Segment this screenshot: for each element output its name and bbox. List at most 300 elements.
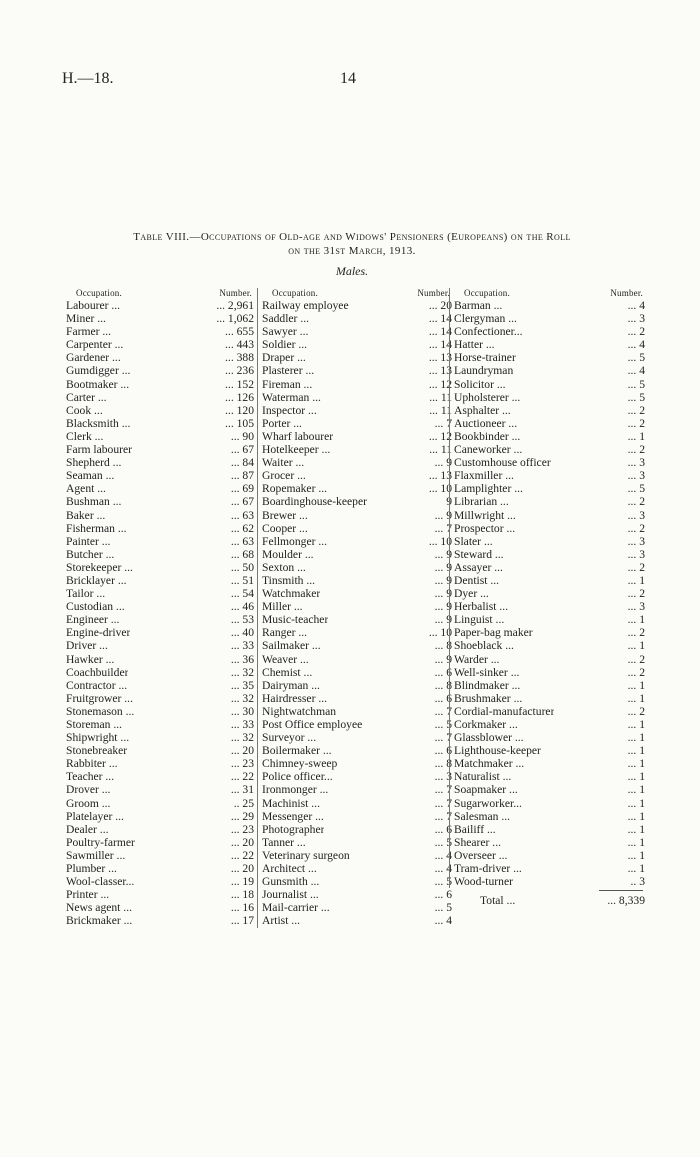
table-row — [66, 849, 254, 862]
table-row — [66, 391, 254, 404]
occupation-cell: Tailor ... — [66, 587, 106, 601]
number-cell: ... 1 — [627, 809, 645, 823]
table-row — [262, 626, 452, 639]
table-row — [454, 312, 645, 325]
table-row — [66, 810, 254, 823]
occupation-cell: Gardener ... — [66, 351, 121, 365]
number-cell: ... 32 — [230, 691, 254, 705]
table-row — [262, 299, 452, 312]
table-row — [262, 862, 452, 875]
table-row — [262, 718, 452, 731]
number-cell: ... 5 — [434, 835, 452, 849]
number-cell: ... 12 — [428, 429, 452, 443]
occupation-cell: Police officer... — [262, 770, 333, 784]
number-cell: ... 1 — [627, 796, 645, 810]
number-cell: ... 17 — [230, 914, 254, 928]
occupation-cell: Plumber ... — [66, 862, 117, 876]
number-cell: ... 2 — [627, 325, 645, 339]
occupation-cell: Agent ... — [66, 482, 106, 496]
number-cell: ... 7 — [434, 704, 452, 718]
number-cell: ... 655 — [225, 325, 254, 339]
number-cell: ... 1 — [627, 731, 645, 745]
number-cell: ... 4 — [434, 862, 452, 876]
occupation-cell: Ropemaker ... — [262, 482, 328, 496]
table-row — [454, 561, 645, 574]
number-cell: ... 87 — [230, 469, 254, 483]
number-cell: ... 1 — [627, 718, 645, 731]
occupation-cell: Salesman ... — [454, 809, 511, 823]
column-rows — [262, 299, 452, 928]
occupation-cell: Stonebreaker — [66, 744, 128, 758]
occupation-cell: Coachbuilder — [66, 665, 129, 679]
number-cell: ... 67 — [230, 443, 254, 457]
table-row — [66, 299, 254, 312]
table-column-2 — [257, 288, 452, 928]
number-cell: ... 54 — [230, 587, 254, 601]
number-cell: ... 7 — [434, 416, 452, 430]
number-cell: ... 3 — [627, 469, 645, 483]
number-header: Number. — [417, 288, 450, 298]
table-row — [66, 443, 254, 456]
table-row — [454, 757, 645, 770]
number-cell: ... 40 — [230, 626, 254, 640]
table-title — [62, 230, 642, 258]
occupation-cell: Moulder ... — [262, 547, 314, 561]
occupation-cell: Upholsterer ... — [454, 390, 521, 404]
occupation-cell: News agent ... — [66, 901, 133, 915]
number-cell: ... 236 — [225, 364, 254, 378]
occupation-cell: Inspector ... — [262, 403, 317, 417]
table-row — [262, 770, 452, 783]
occupation-cell: Fellmonger ... — [262, 534, 328, 548]
table-row — [66, 522, 254, 535]
number-cell: ... 8 — [434, 639, 452, 653]
number-cell: ... 7 — [434, 796, 452, 810]
number-cell: ... 1 — [627, 848, 645, 862]
occupation-cell: Auctioneer ... — [454, 416, 518, 430]
number-cell: ... 67 — [230, 495, 254, 509]
number-header: Number. — [219, 288, 252, 298]
occupation-cell: Well-sinker ... — [454, 665, 520, 679]
table-row — [262, 391, 452, 404]
table-row — [454, 639, 645, 652]
number-cell: ... 4 — [627, 338, 645, 352]
occupation-cell: Shearer ... — [454, 835, 501, 849]
occupation-cell: Sawyer ... — [262, 325, 309, 339]
occupation-cell: Brewer ... — [262, 508, 308, 522]
number-cell: ... 1 — [627, 691, 645, 705]
table-row — [262, 469, 452, 482]
table-row — [66, 705, 254, 718]
number-cell: ... 9 — [434, 508, 452, 522]
table-row — [262, 548, 452, 561]
number-cell: ... 4 — [627, 364, 645, 378]
occupation-cell: Hotelkeeper ... — [262, 443, 331, 457]
occupation-cell: Baker ... — [66, 508, 106, 522]
occupation-cell: Bricklayer ... — [66, 573, 127, 587]
occupation-cell: Engineer ... — [66, 613, 120, 627]
occupation-cell: Wool-classer... — [66, 875, 135, 889]
occupation-cell: Storekeeper ... — [66, 560, 133, 574]
table-row — [454, 456, 645, 469]
total-value: ... 8,339 — [607, 894, 645, 907]
number-cell: ... 7 — [434, 809, 452, 823]
occupation-cell: Ranger ... — [262, 626, 308, 640]
occupation-cell: Blindmaker ... — [454, 678, 521, 692]
table-row — [454, 679, 645, 692]
table-row — [454, 718, 645, 731]
number-cell: ... 2 — [627, 521, 645, 535]
table-row — [262, 600, 452, 613]
table-row — [262, 783, 452, 796]
number-cell: ... 9 — [434, 613, 452, 627]
table-row — [454, 692, 645, 705]
number-cell: ... 7 — [434, 521, 452, 535]
number-cell: ... 2,961 — [216, 299, 254, 312]
column-header — [262, 288, 452, 299]
occupation-cell: Gunsmith ... — [262, 875, 320, 889]
occupation-cell: Solicitor ... — [454, 377, 506, 391]
number-cell: ... 35 — [230, 678, 254, 692]
number-cell: ... 3 — [627, 508, 645, 522]
table-row — [66, 613, 254, 626]
occupation-cell: Porter ... — [262, 416, 302, 430]
occupation-header: Occupation. — [464, 288, 510, 298]
number-cell: ... 3 — [627, 312, 645, 326]
number-cell: ... 14 — [428, 312, 452, 326]
number-cell: ... 4 — [434, 914, 452, 928]
occupation-cell: Farmer ... — [66, 325, 112, 339]
number-cell: ... 53 — [230, 613, 254, 627]
occupation-cell: Fireman ... — [262, 377, 313, 391]
number-cell: ... 33 — [230, 718, 254, 731]
number-cell: ... 1 — [627, 744, 645, 758]
occupation-cell: Journalist ... — [262, 888, 319, 902]
occupation-cell: Linguist ... — [454, 613, 505, 627]
occupation-cell: Contractor ... — [66, 678, 128, 692]
table-row — [66, 364, 254, 377]
table-row — [454, 325, 645, 338]
table-row — [66, 417, 254, 430]
table-row — [262, 849, 452, 862]
occupation-cell: Storeman ... — [66, 718, 123, 731]
number-cell: ... 14 — [428, 325, 452, 339]
table-row — [454, 849, 645, 862]
table-column-1 — [66, 288, 254, 928]
number-cell: ... 32 — [230, 665, 254, 679]
table-row — [66, 482, 254, 495]
table-row — [454, 443, 645, 456]
number-cell: ... 14 — [428, 338, 452, 352]
table-row — [454, 299, 645, 312]
occupation-cell: Butcher ... — [66, 547, 115, 561]
occupation-cell: Custodian ... — [66, 600, 125, 614]
occupation-cell: Hawker ... — [66, 652, 115, 666]
occupation-cell: Fruitgrower ... — [66, 691, 133, 705]
table-title-line-1: Table VIII.—Occupations of Old-age and Widows' Pensioners (Europeans) on the Roll — [133, 231, 571, 243]
number-cell: ... 9 — [434, 587, 452, 601]
number-cell: ... 5 — [627, 377, 645, 391]
table-row — [454, 482, 645, 495]
number-cell: ... 3 — [627, 534, 645, 548]
table-row — [454, 770, 645, 783]
number-cell: ... 3 — [627, 600, 645, 614]
occupation-cell: Flaxmiller ... — [454, 469, 514, 483]
occupation-cell: Waterman ... — [262, 390, 321, 404]
table-row — [262, 757, 452, 770]
number-cell: ... 2 — [627, 416, 645, 430]
table-row — [262, 378, 452, 391]
table-row — [66, 338, 254, 351]
number-cell: .. 3 — [630, 875, 645, 889]
table-row — [66, 626, 254, 639]
occupation-cell: Gumdigger ... — [66, 364, 131, 378]
table-row — [262, 836, 452, 849]
table-row — [262, 692, 452, 705]
table-row — [454, 430, 645, 443]
number-cell: ... 1 — [627, 862, 645, 876]
number-cell: ... 30 — [230, 704, 254, 718]
occupation-cell: Drover ... — [66, 783, 111, 797]
number-cell: ... 2 — [627, 403, 645, 417]
table-row — [66, 757, 254, 770]
occupation-cell: Ironmonger ... — [262, 783, 329, 797]
occupation-cell: Lighthouse-keeper — [454, 744, 541, 758]
page-number: 14 — [340, 70, 356, 87]
number-cell: ... 5 — [627, 390, 645, 404]
table-row — [66, 692, 254, 705]
table-row — [66, 888, 254, 901]
number-cell: ... 7 — [434, 783, 452, 797]
table-row — [262, 430, 452, 443]
number-cell: ... 9 — [434, 600, 452, 614]
table-row — [262, 338, 452, 351]
number-cell: ... 2 — [627, 652, 645, 666]
occupation-cell: Labourer ... — [66, 299, 121, 312]
number-cell: ... 63 — [230, 508, 254, 522]
table-row — [262, 914, 452, 927]
table-row — [66, 901, 254, 914]
number-cell: ... 50 — [230, 560, 254, 574]
table-title-line-2: on the 31st March, 1913. — [288, 245, 416, 257]
table-row — [66, 574, 254, 587]
occupation-header: Occupation. — [272, 288, 318, 298]
table-row — [454, 404, 645, 417]
occupation-cell: Shoeblack ... — [454, 639, 514, 653]
table-row — [66, 639, 254, 652]
table-row — [66, 783, 254, 796]
table-row — [262, 639, 452, 652]
page-header — [62, 70, 642, 90]
table-row — [454, 836, 645, 849]
table-row — [262, 351, 452, 364]
occupation-cell: Painter ... — [66, 534, 111, 548]
occupation-cell: Hairdresser ... — [262, 691, 328, 705]
table-row — [66, 731, 254, 744]
number-cell: ... 8 — [434, 678, 452, 692]
table-row — [262, 888, 452, 901]
occupation-cell: Chemist ... — [262, 665, 313, 679]
number-cell: ... 6 — [434, 888, 452, 902]
table-row — [262, 653, 452, 666]
occupation-cell: Driver ... — [66, 639, 108, 653]
number-cell: ... 18 — [230, 888, 254, 902]
table-row — [454, 783, 645, 796]
occupation-cell: Sawmiller ... — [66, 848, 126, 862]
number-cell: ... 10 — [428, 482, 452, 496]
occupation-cell: Clergyman ... — [454, 312, 517, 326]
number-cell: ... 16 — [230, 901, 254, 915]
table-row — [454, 338, 645, 351]
total-row — [454, 894, 645, 907]
table-row — [454, 378, 645, 391]
occupation-cell: Tinsmith ... — [262, 573, 316, 587]
occupation-cell: Plasterer ... — [262, 364, 315, 378]
column-header — [454, 288, 645, 299]
occupation-cell: Surveyor ... — [262, 731, 317, 745]
table-row — [262, 613, 452, 626]
occupation-cell: Groom ... — [66, 796, 111, 810]
occupation-cell: Dealer ... — [66, 822, 109, 836]
table-row — [66, 404, 254, 417]
occupation-cell: Asphalter ... — [454, 403, 511, 417]
table-row — [262, 312, 452, 325]
occupation-cell: Bootmaker ... — [66, 377, 130, 391]
number-cell: ... 1 — [627, 757, 645, 771]
table-row — [454, 810, 645, 823]
table-row — [66, 797, 254, 810]
number-cell: ... 11 — [429, 403, 452, 417]
number-cell: ... 1 — [627, 783, 645, 797]
occupation-cell: Carpenter ... — [66, 338, 124, 352]
table-row — [262, 875, 452, 888]
number-cell: ... 7 — [434, 731, 452, 745]
occupation-cell: Sailmaker ... — [262, 639, 321, 653]
table-row — [66, 653, 254, 666]
table-row — [454, 823, 645, 836]
table-row — [262, 325, 452, 338]
occupation-cell: Farm labourer — [66, 443, 132, 457]
number-cell: ... 2 — [627, 495, 645, 509]
table-row — [66, 469, 254, 482]
occupation-cell: Fisherman ... — [66, 521, 127, 535]
table-row — [454, 613, 645, 626]
number-cell: ... 33 — [230, 639, 254, 653]
occupation-cell: Boardinghouse-keeper — [262, 495, 367, 509]
occupation-cell: Horse-trainer — [454, 351, 516, 365]
number-cell: ... 9 — [434, 560, 452, 574]
table-row — [262, 509, 452, 522]
occupation-cell: Platelayer ... — [66, 809, 124, 823]
table-row — [66, 351, 254, 364]
number-cell: ... 22 — [230, 770, 254, 784]
table-row — [262, 535, 452, 548]
occupation-cell: Carter ... — [66, 390, 107, 404]
occupation-cell: Tanner ... — [262, 835, 306, 849]
occupation-cell: Bushman ... — [66, 495, 122, 509]
occupation-cell: Draper ... — [262, 351, 306, 365]
occupation-cell: Shepherd ... — [66, 456, 122, 470]
occupation-cell: Saddler ... — [262, 312, 310, 326]
table-row — [262, 482, 452, 495]
occupation-cell: Laundryman — [454, 364, 514, 378]
number-cell: ... 29 — [230, 809, 254, 823]
number-cell: ... 1 — [627, 770, 645, 784]
occupation-header: Occupation. — [76, 288, 122, 298]
number-cell: ... 23 — [230, 757, 254, 771]
table-row — [66, 587, 254, 600]
occupation-cell: Paper-bag maker — [454, 626, 533, 640]
occupation-cell: Teacher ... — [66, 770, 115, 784]
number-cell: ... 23 — [230, 822, 254, 836]
number-cell: ... 84 — [230, 456, 254, 470]
occupation-cell: Assayer ... — [454, 560, 503, 574]
occupation-cell: Railway employee — [262, 299, 349, 312]
occupation-cell: Bookbinder ... — [454, 429, 521, 443]
number-cell: ... 4 — [434, 848, 452, 862]
table-row — [66, 666, 254, 679]
number-cell: ... 12 — [428, 377, 452, 391]
table-row — [66, 535, 254, 548]
occupation-cell: Wood-turner — [454, 875, 513, 889]
occupation-cell: Dyer ... — [454, 587, 489, 601]
number-cell: ... 8 — [434, 757, 452, 771]
occupation-cell: Grocer ... — [262, 469, 306, 483]
table-row — [262, 495, 452, 508]
column-rows — [454, 299, 645, 888]
occupation-cell: Corkmaker ... — [454, 718, 518, 731]
occupation-cell: Miller ... — [262, 600, 303, 614]
table-row — [454, 875, 645, 888]
table-row — [454, 351, 645, 364]
table-row — [454, 548, 645, 561]
occupation-cell: Stonemason ... — [66, 704, 135, 718]
column-header — [66, 288, 254, 299]
table-row — [454, 509, 645, 522]
table-row — [262, 574, 452, 587]
table-row — [66, 823, 254, 836]
occupation-cell: Nightwatchman — [262, 704, 337, 718]
occupation-cell: Confectioner... — [454, 325, 523, 339]
occupation-cell: Cordial-manufacturer — [454, 704, 555, 718]
occupation-cell: Steward ... — [454, 547, 504, 561]
number-cell: ... 51 — [230, 573, 254, 587]
occupation-cell: Matchmaker ... — [454, 757, 525, 771]
number-cell: ... 6 — [434, 665, 452, 679]
table-row — [262, 797, 452, 810]
table-row — [66, 495, 254, 508]
number-cell: ... 11 — [429, 443, 452, 457]
number-cell: ... 3 — [627, 547, 645, 561]
table-row — [66, 548, 254, 561]
table-row — [66, 914, 254, 927]
table-row — [66, 679, 254, 692]
number-cell: ... 32 — [230, 731, 254, 745]
occupation-cell: Slater ... — [454, 534, 493, 548]
number-cell: ... 1 — [627, 822, 645, 836]
table-row — [66, 378, 254, 391]
table-row — [454, 797, 645, 810]
number-cell: ... 1 — [627, 678, 645, 692]
table-row — [454, 574, 645, 587]
occupation-cell: Architect ... — [262, 862, 317, 876]
table-row — [262, 744, 452, 757]
table-row — [454, 522, 645, 535]
number-cell: ... 69 — [230, 482, 254, 496]
table-row — [454, 705, 645, 718]
occupation-cell: Hatter ... — [454, 338, 495, 352]
occupation-cell: Messenger ... — [262, 809, 324, 823]
